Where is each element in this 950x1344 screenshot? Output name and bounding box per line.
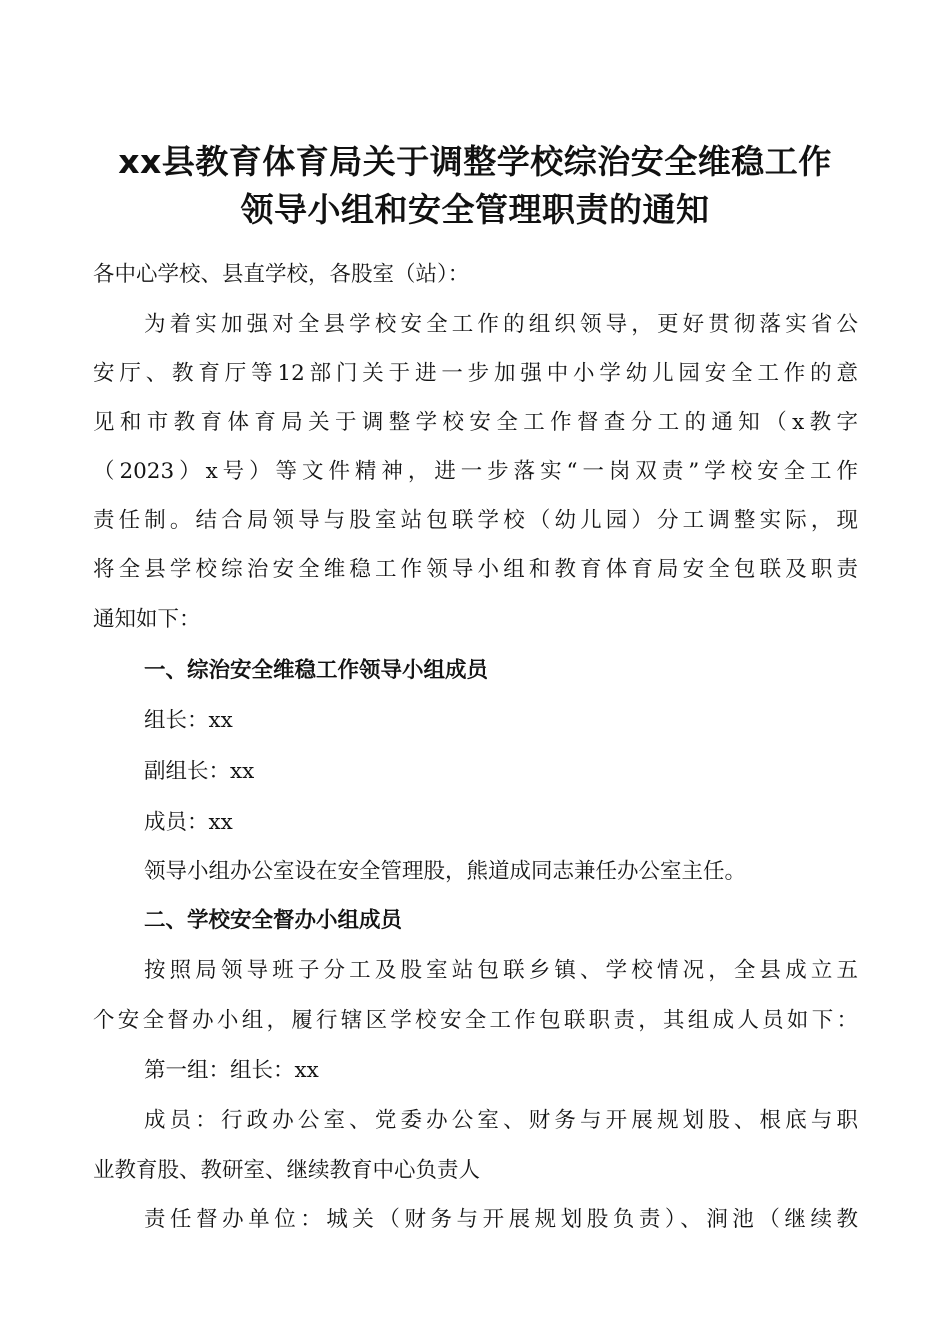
intro-line: 责任制。结合局领导与股室站包联学校（幼儿园）分工调整实际，现 xyxy=(93,508,858,533)
intro-line: 安厅、教育厅等12部门关于进一步加强中小学幼儿园安全工作的意 xyxy=(93,361,858,386)
group-1-units-line: 责任督办单位：城关（财务与开展规划股负责）、涧池（继续教 xyxy=(144,1207,858,1232)
group-1-members-line: 业教育股、教研室、继续教育中心负责人 xyxy=(93,1158,481,1183)
group-members: 成员：xx xyxy=(144,810,233,835)
intro-line: 通知如下： xyxy=(93,607,201,632)
document-title-line-1: xx县教育体育局关于调整学校综治安全维稳工作 xyxy=(118,142,832,181)
intro-line: 见和市教育体育局关于调整学校安全工作督查分工的通知（x教字 xyxy=(93,410,858,435)
document-title-line-2: 领导小组和安全管理职责的通知 xyxy=(240,190,710,229)
group-deputy-leader: 副组长：xx xyxy=(144,759,255,784)
intro-line: （2023）x号）等文件精神，进一步落实“一岗双责”学校安全工作 xyxy=(93,459,858,484)
group-1-members-line: 成员：行政办公室、党委办公室、财务与开展规划股、根底与职 xyxy=(144,1108,858,1133)
section-2-paragraph-line: 按照局领导班子分工及股室站包联乡镇、学校情况，全县成立五 xyxy=(144,958,858,983)
intro-line: 将全县学校综治安全维稳工作领导小组和教育体育局安全包联及职责 xyxy=(93,557,858,582)
intro-line: 为着实加强对全县学校安全工作的组织领导，更好贯彻落实省公 xyxy=(144,312,858,337)
office-note: 领导小组办公室设在安全管理股，熊道成同志兼任办公室主任。 xyxy=(144,859,747,884)
section-2-heading: 二、学校安全督办小组成员 xyxy=(144,908,403,933)
section-1-heading: 一、综治安全维稳工作领导小组成员 xyxy=(144,658,489,683)
salutation: 各中心学校、县直学校，各股室（站）： xyxy=(93,262,470,287)
section-2-paragraph-line: 个安全督办小组，履行辖区学校安全工作包联职责，其组成人员如下： xyxy=(93,1008,858,1033)
group-leader: 组长：xx xyxy=(144,708,233,733)
group-1-leader: 第一组：组长：xx xyxy=(144,1058,319,1083)
